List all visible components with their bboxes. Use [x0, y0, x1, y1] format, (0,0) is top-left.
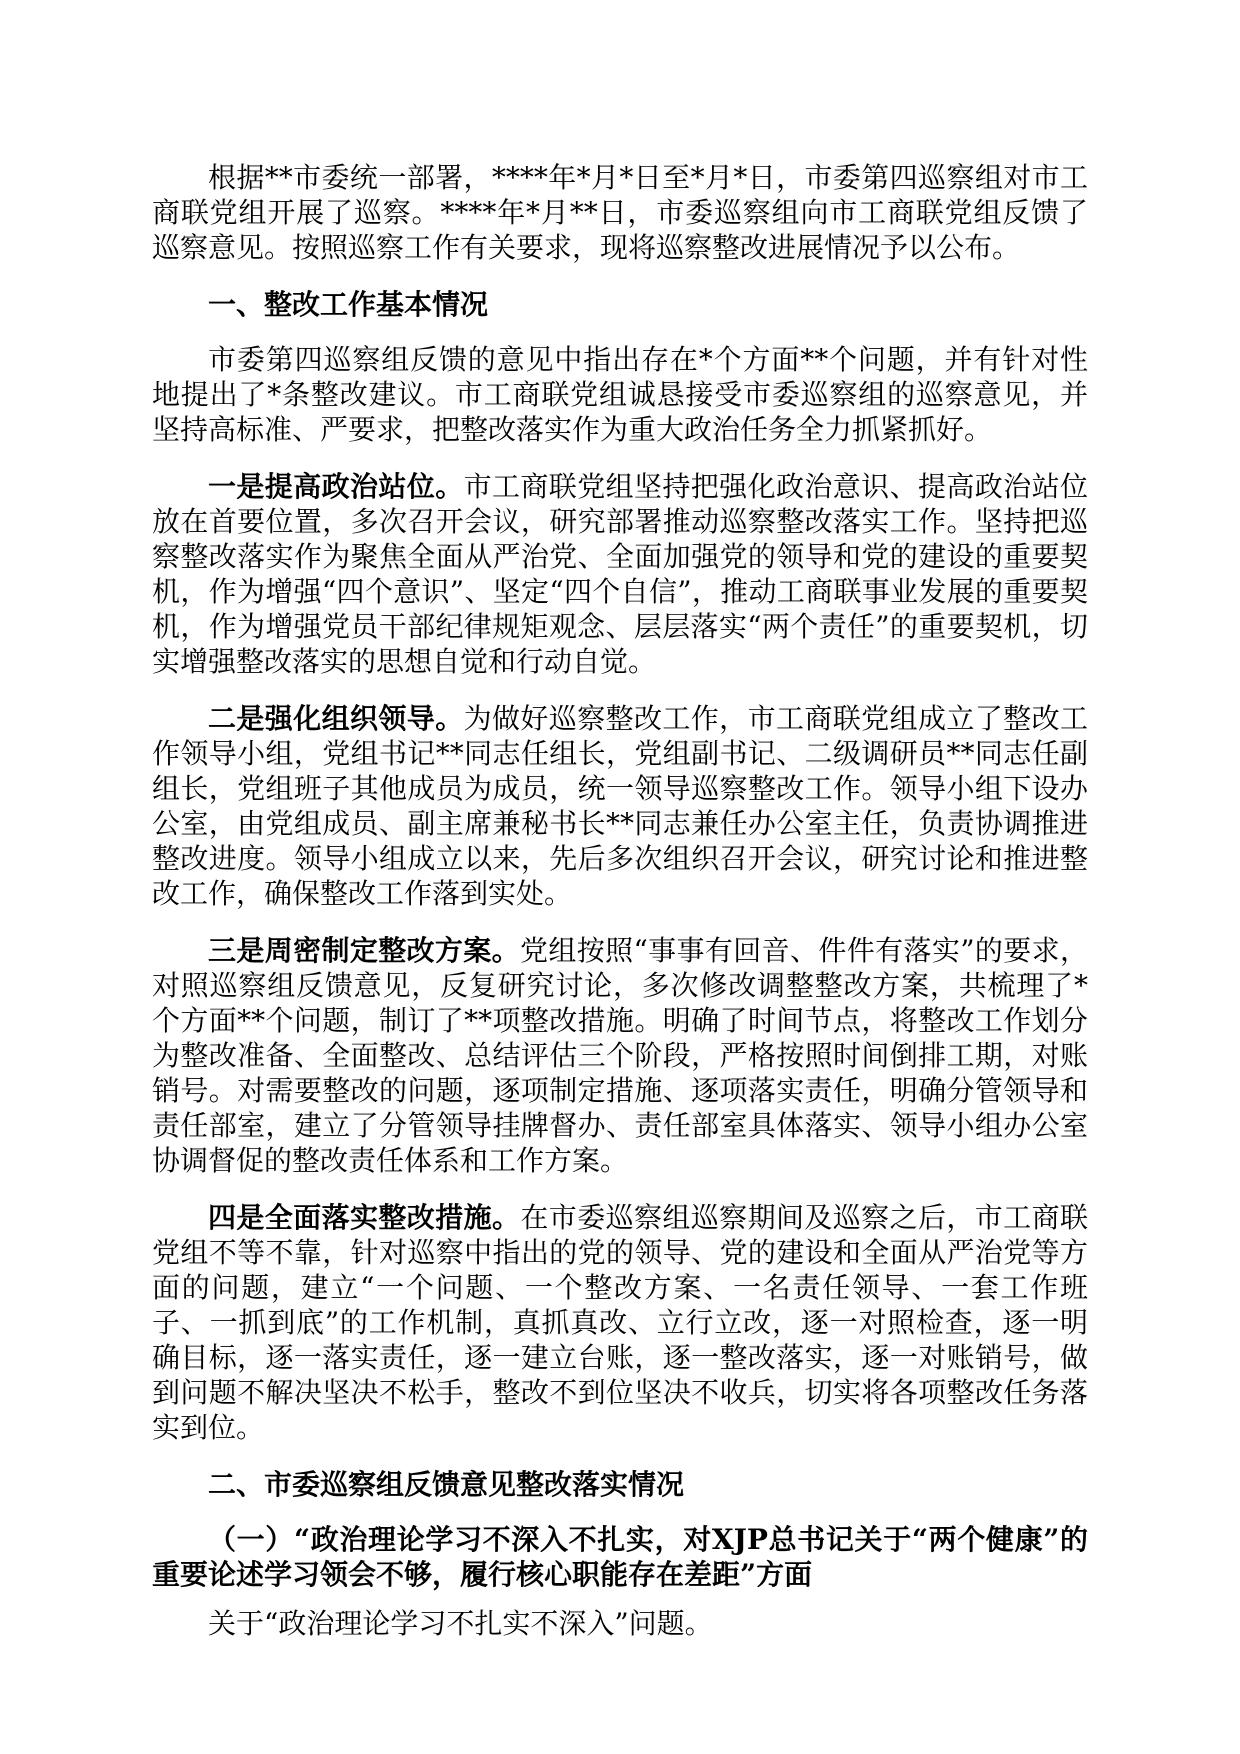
intro-paragraph: 根据**市委统一部署，****年*月*日至*月*日，市委第四巡察组对市工商联党组开展了巡察。****年*月**日，市委巡察组向市工商联党组反馈了巡察意见。按照巡察工作有关要求，现将巡察整改进展情况予以公布。	[152, 161, 1088, 264]
item-paragraph-4	[152, 1200, 1088, 1445]
section-1-summary: 市委第四巡察组反馈的意见中指出存在*个方面**个问题，并有针对性地提出了*条整改建议。市工商联党组诚恳接受市委巡察组的巡察意见，并坚持高标准、严要求，把整改落实作为重大政治任务全力抓紧抓好。	[152, 343, 1088, 446]
issue-paragraph: 关于“政治理论学习不扎实不深入”问题。	[208, 1607, 713, 1640]
section-2-subheading: （一）“政治理论学习不深入不扎实，对XJP总书记关于“两个健康”的重要论述学习领会不够，履行核心职能存在差距”方面	[152, 1523, 1088, 1591]
item-text-1: 市工商联党组坚持把强化政治意识、提高政治站位放在首要位置，多次召开会议，研究部署推动巡察整改落实工作。坚持把巡察整改落实作为聚焦全面从严治党、全面加强党的领导和党的建设的重要契机，作为增强“四个意识”、坚定“四个自信”，推动工商联事业发展的重要契机，作为增强党员干部纪律规矩观念、层层落实“两个责任”的重要契机，切实增强整改落实的思想自觉和行动自觉。	[152, 470, 1088, 678]
item-paragraph-2	[152, 701, 1088, 911]
item-paragraph-1	[152, 469, 1088, 679]
item-text-4: 在市委巡察组巡察期间及巡察之后，市工商联党组不等不靠，针对巡察中指出的党的领导、党的建设和全面从严治党等方面的问题，建立“一个问题、一个整改方案、一名责任领导、一套工作班子、一抓到底”的工作机制，真抓真改、立行立改，逐一对照检查，逐一明确目标，逐一落实责任，逐一建立台账，逐一整改落实，逐一对账销号，做到问题不解决坚决不松手，整改不到位坚决不收兵，切实将各项整改任务落实到位。	[152, 1201, 1088, 1444]
item-text-2: 为做好巡察整改工作，市工商联党组成立了整改工作领导小组，党组书记**同志任组长，党组副书记、二级调研员**同志任副组长，党组班子其他成员为成员，统一领导巡察整改工作。领导小组下设办公室，由党组成员、副主席兼秘书长**同志兼任办公室主任，负责协调推进整改进度。领导小组成立以来，先后多次组织召开会议，研究讨论和推进整改工作，确保整改工作落到实处。	[152, 702, 1088, 910]
item-text-3: 党组按照“事事有回音、件件有落实”的要求，对照巡察组反馈意见，反复研究讨论，多次修改调整整改方案，共梳理了*个方面**个问题，制订了**项整改措施。明确了时间节点，将整改工作划分为整改准备、全面整改、总结评估三个阶段，严格按照时间倒排工期，对账销号。对需要整改的问题，逐项制定措施、逐项落实责任，明确分管领导和责任部室，建立了分管领导挂牌督办、责任部室具体落实、领导小组办公室协调督促的整改责任体系和工作方案。	[152, 934, 1088, 1177]
item-paragraph-3	[152, 933, 1088, 1178]
document-page	[152, 160, 1088, 1641]
section-1-heading: 一、整改工作基本情况	[208, 288, 489, 321]
section-2-heading: 二、市委巡察组反馈意见整改落实情况	[208, 1468, 685, 1501]
item-lead-3: 三是周密制定整改方案。	[208, 934, 521, 967]
item-lead-4: 四是全面落实整改措施。	[208, 1201, 521, 1234]
item-lead-1: 一是提高政治站位。	[208, 470, 464, 503]
item-lead-2: 二是强化组织领导。	[208, 702, 464, 735]
